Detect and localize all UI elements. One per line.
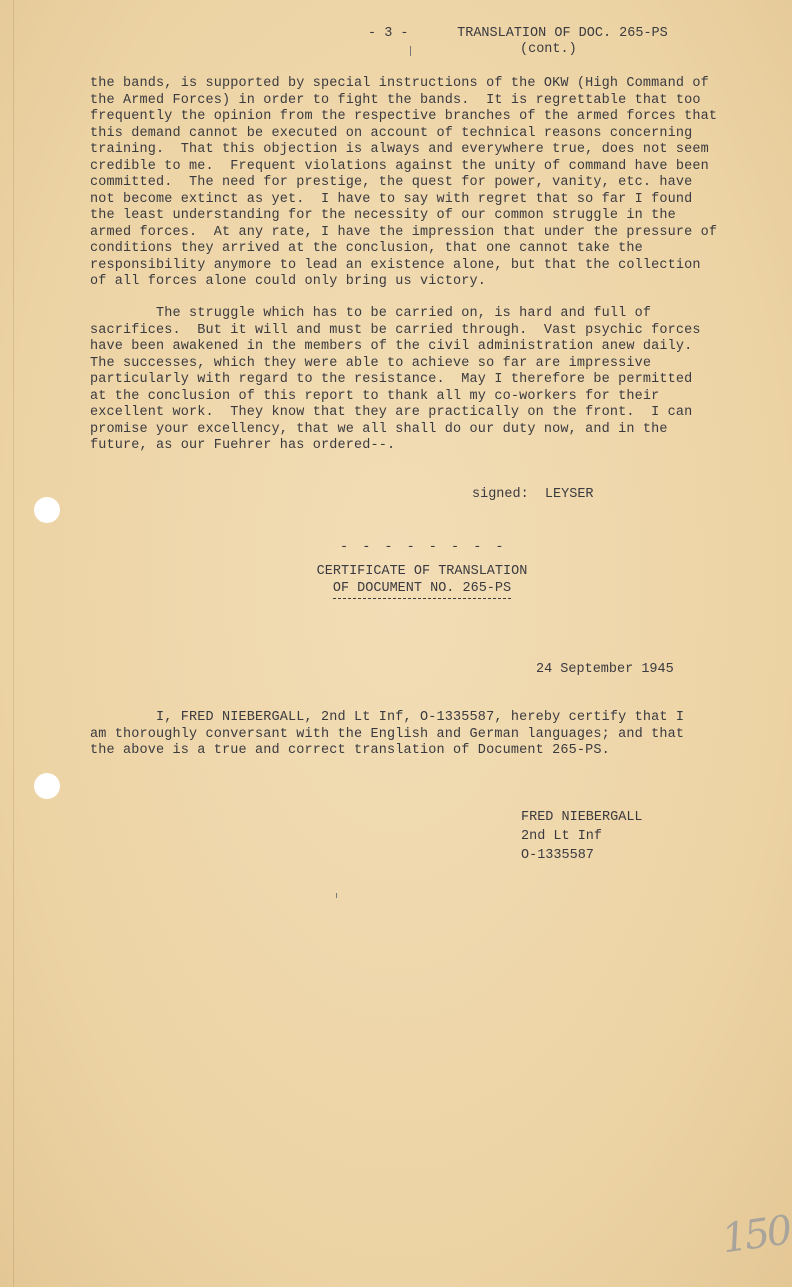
signature-block xyxy=(521,808,643,865)
page-number: - 3 - xyxy=(368,26,409,41)
pencil-mark xyxy=(336,893,337,898)
text-line: future, as our Fuehrer has ordered--. xyxy=(90,438,396,453)
punch-hole-top xyxy=(34,497,60,523)
text-line: I, FRED NIEBERGALL, 2nd Lt Inf, O-1335587, hereby certify that I xyxy=(90,710,685,725)
punch-hole-bottom xyxy=(34,773,60,799)
text-line: training. That this objection is always and everywhere true, does not seem xyxy=(90,142,709,157)
text-line: the bands, is supported by special instructions of the OKW (High Command of xyxy=(90,76,709,91)
text-line: this demand cannot be executed on account of technical reasons concerning xyxy=(90,125,693,141)
signer-serial: O-1335587 xyxy=(521,848,594,863)
signer-name: FRED NIEBERGALL xyxy=(521,810,643,825)
text-line: of all forces alone could only bring us victory. xyxy=(90,274,487,289)
text-line: conditions they arrived at the conclusion, that one cannot take the xyxy=(90,241,643,256)
signed-line: signed: LEYSER xyxy=(472,487,594,502)
text-line: not become extinct as yet. I have to say with regret that so far I found xyxy=(90,191,693,207)
text-line: credible to me. Frequent violations against the unity of command have been xyxy=(90,158,709,174)
text-line: armed forces. At any rate, I have the impression that under the pressure of xyxy=(90,224,718,240)
text-line: committed. The need for prestige, the quest for power, vanity, etc. have xyxy=(90,175,693,190)
page-header xyxy=(368,26,668,58)
paragraph-3 xyxy=(90,710,730,760)
text-line: the above is a true and correct translation of Document 265-PS. xyxy=(90,743,610,758)
continued-label: (cont.) xyxy=(520,42,577,57)
text-line: at the conclusion of this report to thank all my co-workers for their xyxy=(90,388,660,404)
text-line: am thoroughly conversant with the English and German languages; and that xyxy=(90,726,685,742)
text-line: sacrifices. But it will and must be carried through. Vast psychic forces xyxy=(90,322,701,338)
text-line: The successes, which they were able to achieve so far are impressive xyxy=(90,355,652,371)
certificate-title xyxy=(314,564,530,599)
text-line: frequently the opinion from the respective branches of the armed forces that xyxy=(90,109,718,124)
text-line: have been awakened in the members of the civil administration anew daily. xyxy=(90,339,693,354)
paragraph-2 xyxy=(90,306,730,455)
text-line: The struggle which has to be carried on, is hard and full of xyxy=(90,306,652,321)
pencil-mark xyxy=(410,46,411,56)
text-line: the Armed Forces) in order to fight the bands. It is regrettable that too xyxy=(90,92,701,108)
certificate-title-line-1: CERTIFICATE OF TRANSLATION xyxy=(316,564,528,579)
text-line: promise your excellency, that we all shall do our duty now, and in the xyxy=(90,421,668,437)
text-line: responsibility anymore to lead an existence alone, but that the collection xyxy=(90,257,701,273)
signer-rank: 2nd Lt Inf xyxy=(521,829,603,844)
text-line: particularly with regard to the resistance. May I therefore be permitted xyxy=(90,372,693,387)
document-title: TRANSLATION OF DOC. 265-PS xyxy=(457,26,668,41)
paragraph-1 xyxy=(90,76,730,291)
certificate-date: 24 September 1945 xyxy=(536,662,674,677)
handwritten-page-number: 150 xyxy=(719,1207,792,1263)
text-line: excellent work. They know that they are practically on the front. I can xyxy=(90,405,693,420)
certificate-title-line-2: OF DOCUMENT NO. 265-PS xyxy=(333,581,511,600)
text-line: the least understanding for the necessity of our common struggle in the xyxy=(90,208,676,223)
separator-dashes: - - - - - - - - xyxy=(340,540,507,555)
page-edge-line xyxy=(13,0,14,1287)
